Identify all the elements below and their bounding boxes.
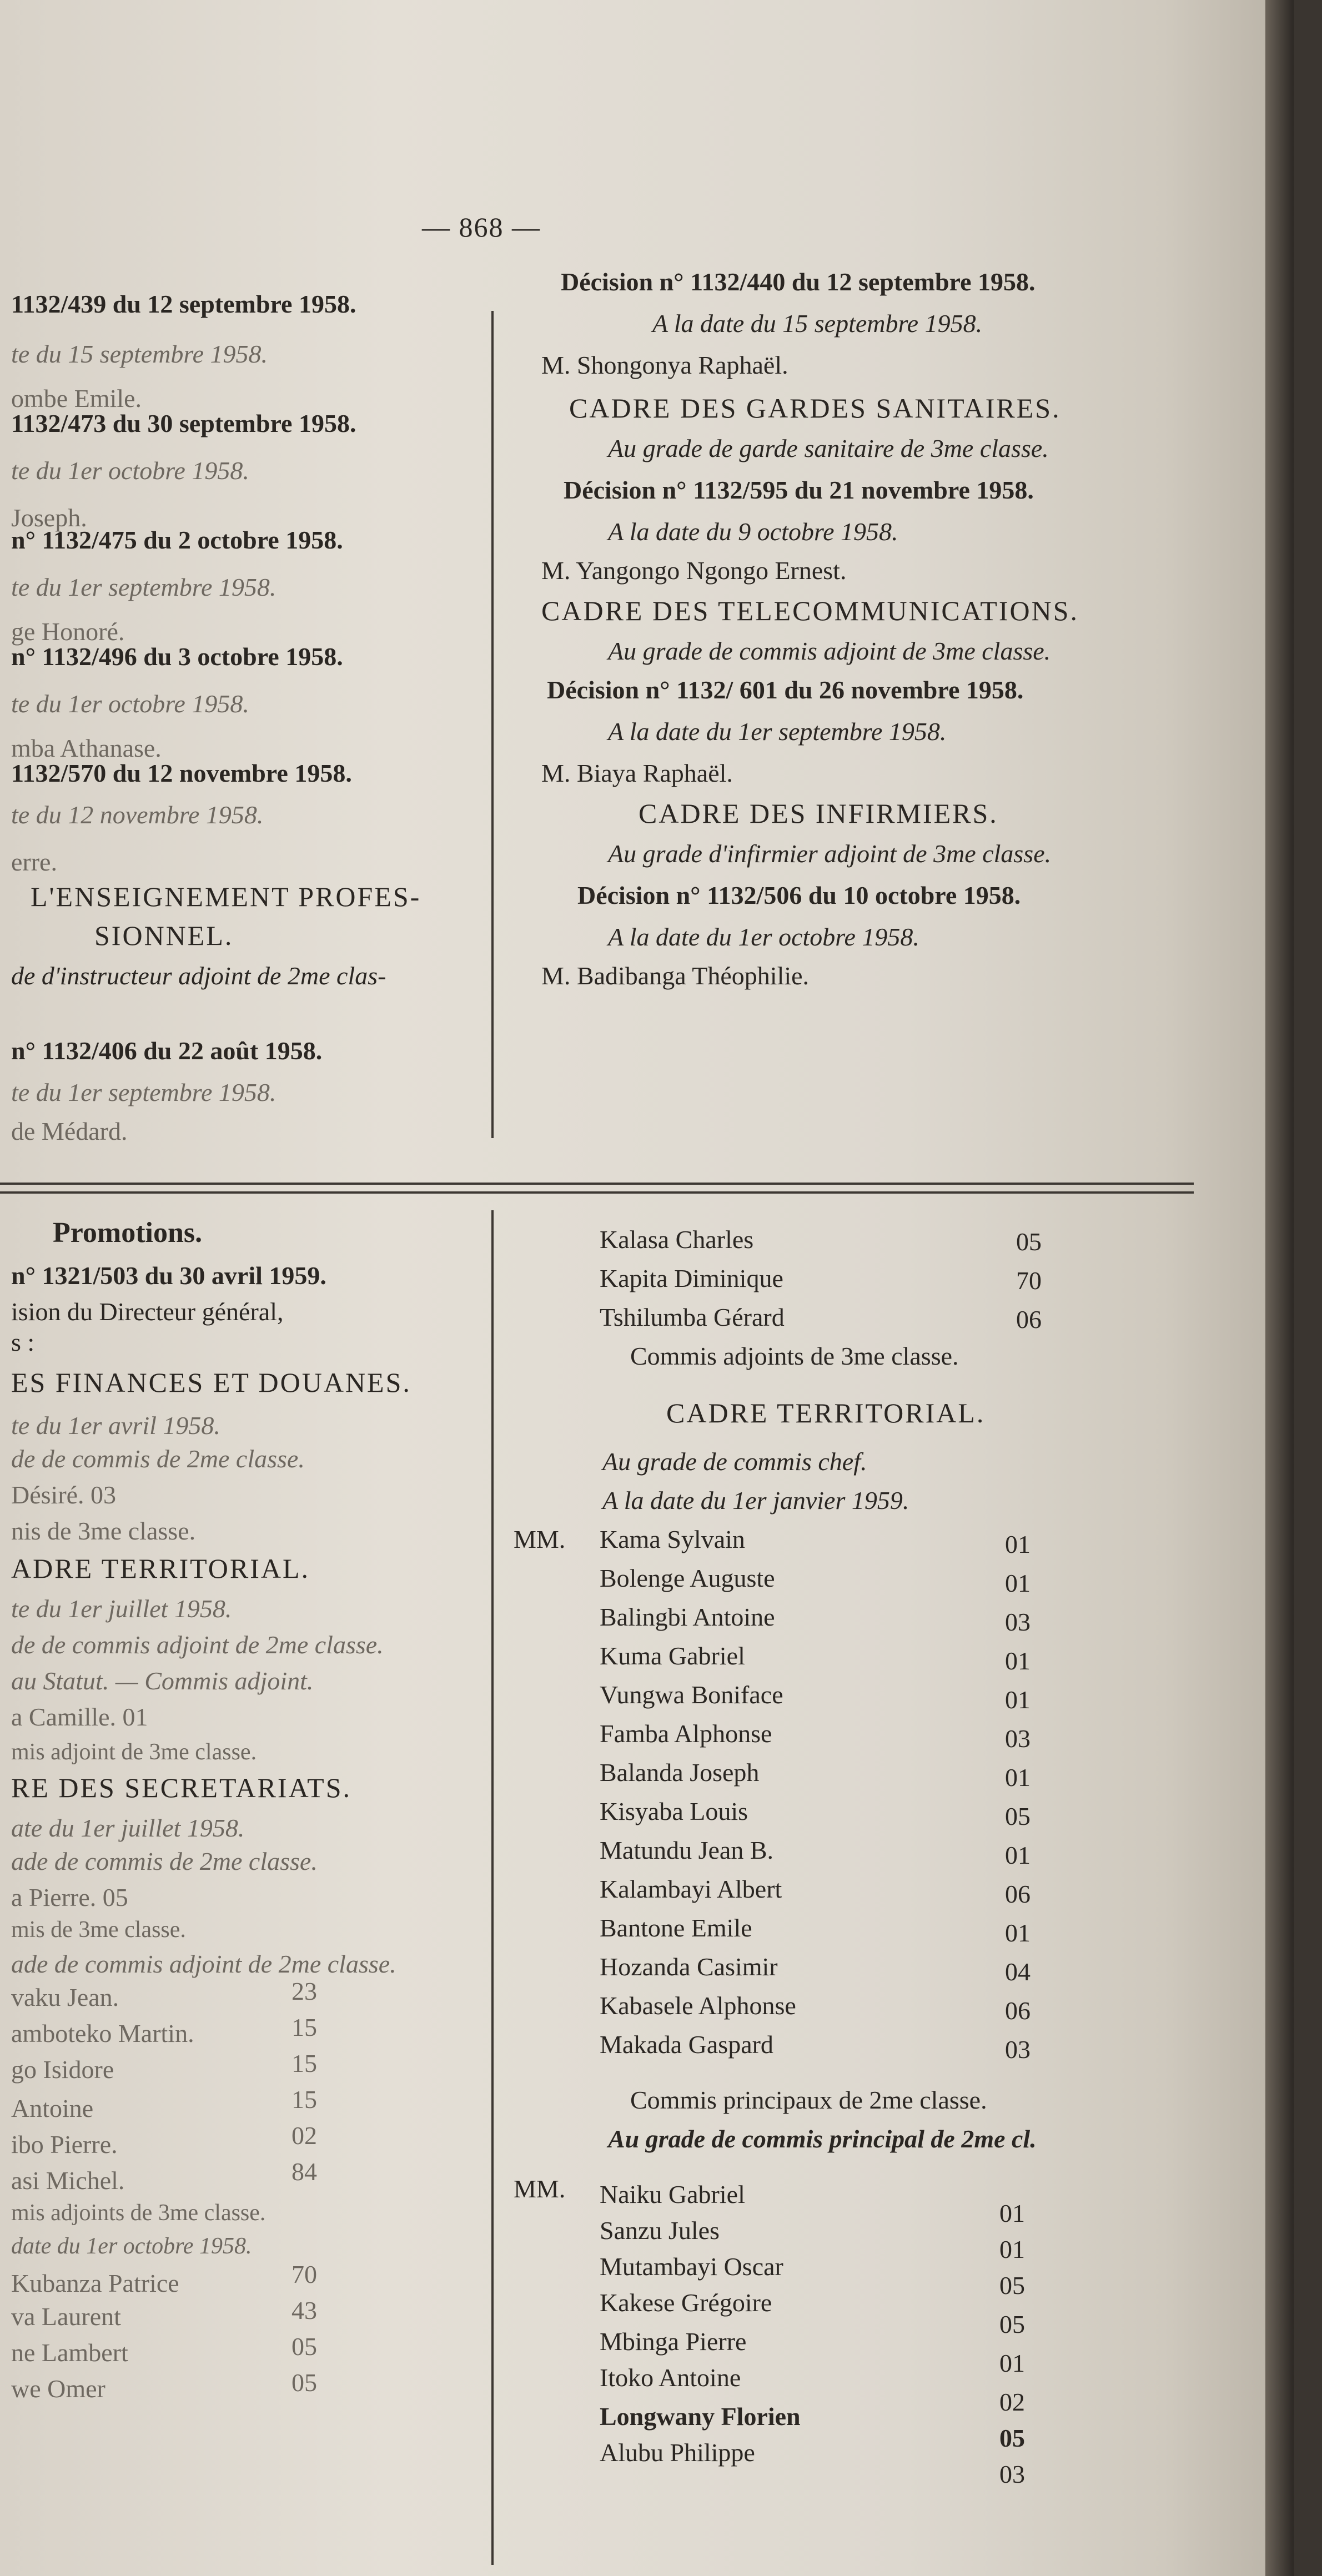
br-row-name: Vungwa Boniface — [600, 1681, 783, 1709]
page-number: — 868 — — [422, 212, 541, 243]
bl-line: mis de 3me classe. — [11, 1917, 186, 1943]
tr-date: A la date du 1er octobre 1958. — [608, 923, 919, 951]
bl-row-name: ibo Pierre. — [11, 2130, 118, 2159]
bl-row-num: 02 — [291, 2121, 317, 2150]
bl-line: te du 1er juillet 1958. — [11, 1594, 232, 1623]
tr-date: A la date du 1er septembre 1958. — [608, 717, 947, 746]
br-row-name: Kakese Grégoire — [600, 2288, 772, 2317]
br-row-num: 01 — [1005, 1569, 1031, 1597]
br-row-name: Naiku Gabriel — [600, 2180, 745, 2208]
bl-line: mis adjoints de 3me classe. — [11, 2200, 266, 2226]
tl-line: Joseph. — [11, 504, 87, 532]
bl-row-name: vaku Jean. — [11, 1983, 119, 2011]
bl-line: te du 1er avril 1958. — [11, 1411, 220, 1440]
br-row-name: Famba Alphonse — [600, 1719, 772, 1748]
tl-line: erre. — [11, 848, 57, 876]
tr-grade: Au grade d'infirmier adjoint de 3me classe. — [608, 839, 1052, 868]
br-row-num: 06 — [1005, 1880, 1031, 1908]
br-row-name: Itoko Antoine — [600, 2363, 741, 2392]
br-row-num: 01 — [1005, 1530, 1031, 1558]
br-row-name: Matundu Jean B. — [600, 1836, 774, 1864]
br-mm-label: MM. — [514, 2175, 566, 2203]
bl-heading: Promotions. — [53, 1217, 203, 1249]
br-row-name: Balanda Joseph — [600, 1758, 760, 1787]
bl-section: ES FINANCES ET DOUANES. — [11, 1367, 411, 1398]
bl-line: a Pierre. 05 — [11, 1883, 128, 1911]
br-row-num: 03 — [1005, 1608, 1031, 1636]
tr-decision: Décision n° 1132/506 du 10 octobre 1958. — [577, 881, 1021, 909]
br-caption: Commis adjoints de 3me classe. — [630, 1342, 959, 1370]
br-date: A la date du 1er janvier 1959. — [602, 1486, 909, 1515]
bl-row-name: Antoine — [11, 2094, 94, 2122]
br-row-name: Alubu Philippe — [600, 2438, 755, 2467]
tr-person: M. Shongonya Raphaël. — [541, 351, 788, 379]
br-row-num: 01 — [1005, 1647, 1031, 1675]
bl-line: a Camille. 01 — [11, 1703, 148, 1731]
tl-line: n° 1132/475 du 2 octobre 1958. — [11, 526, 343, 554]
bl-line: n° 1321/503 du 30 avril 1959. — [11, 1261, 326, 1290]
bl-row-num: 70 — [291, 2260, 317, 2288]
br-row-num: 06 — [1016, 1305, 1042, 1334]
br-row-name: Tshilumba Gérard — [600, 1303, 785, 1331]
tl-line: 1132/570 du 12 novembre 1958. — [11, 759, 352, 787]
br-row-name: Longwany Florien — [600, 2402, 801, 2431]
bl-line: ision du Directeur général, — [11, 1297, 284, 1326]
tr-heading: CADRE DES INFIRMIERS. — [639, 798, 998, 829]
bl-line: ate du 1er juillet 1958. — [11, 1814, 245, 1842]
tl-line: te du 1er octobre 1958. — [11, 456, 249, 485]
tl-line: ombe Emile. — [11, 384, 142, 412]
tr-person: M. Badibanga Théophilie. — [541, 962, 810, 990]
tl-line: n° 1132/406 du 22 août 1958. — [11, 1037, 323, 1065]
br-row-name: Hozanda Casimir — [600, 1953, 778, 1981]
tl-line: de Médard. — [11, 1117, 128, 1145]
br-row-num: 01 — [1005, 1919, 1031, 1947]
tr-date: A la date du 9 octobre 1958. — [608, 517, 898, 546]
bl-row-num: 15 — [291, 2013, 317, 2041]
br-row-name: Mbinga Pierre — [600, 2327, 747, 2356]
bl-row-num: 05 — [291, 2368, 317, 2397]
tl-line: mba Athanase. — [11, 734, 162, 762]
br-row-num: 02 — [999, 2388, 1025, 2416]
br-row-name: Kalasa Charles — [600, 1225, 754, 1254]
bl-section: RE DES SECRETARIATS. — [11, 1772, 352, 1803]
bl-row-num: 15 — [291, 2049, 317, 2077]
section-divider — [0, 1183, 1194, 1185]
tl-line: te du 1er septembre 1958. — [11, 1078, 277, 1106]
bl-row-num: 84 — [291, 2157, 317, 2186]
br-grade: Au grade de commis chef. — [602, 1447, 867, 1476]
tl-line: n° 1132/496 du 3 octobre 1958. — [11, 642, 343, 671]
bl-row-name: we Omer — [11, 2374, 105, 2403]
tr-decision: Décision n° 1132/595 du 21 novembre 1958. — [564, 476, 1034, 504]
tl-heading: SIONNEL. — [94, 920, 234, 951]
br-row-name: Kisyaba Louis — [600, 1797, 748, 1825]
br-row-num: 01 — [999, 2235, 1025, 2263]
column-rule-top — [491, 311, 494, 1138]
br-row-num: 01 — [999, 2349, 1025, 2377]
bl-row-name: amboteko Martin. — [11, 2019, 194, 2047]
tl-line: te du 15 septembre 1958. — [11, 340, 268, 368]
bl-line: de de commis de 2me classe. — [11, 1445, 305, 1473]
tl-line: te du 12 novembre 1958. — [11, 801, 264, 829]
book-spine — [1265, 0, 1294, 2576]
bl-line: au Statut. — Commis adjoint. — [11, 1667, 314, 1695]
bl-row-name: Kubanza Patrice — [11, 2269, 179, 2297]
tr-grade: Au grade de commis adjoint de 3me classe. — [608, 637, 1051, 665]
bl-row-num: 43 — [291, 2296, 317, 2325]
br-row-num: 05 — [999, 2271, 1025, 2300]
br-row-num: 06 — [1005, 1996, 1031, 2025]
bl-row-num: 15 — [291, 2085, 317, 2114]
tr-decision: Décision n° 1132/ 601 du 26 novembre 1958. — [547, 676, 1024, 704]
br-section: CADRE TERRITORIAL. — [666, 1397, 986, 1428]
br-row-name: Kama Sylvain — [600, 1525, 745, 1553]
br-row-num: 05 — [1005, 1802, 1031, 1830]
br-row-num: 03 — [999, 2460, 1025, 2488]
bl-line: Désiré. 03 — [11, 1481, 117, 1509]
br-row-num: 05 — [999, 2424, 1025, 2452]
br-row-num: 03 — [1005, 2035, 1031, 2064]
section-divider-2 — [0, 1191, 1194, 1194]
bl-row-name: va Laurent — [11, 2302, 121, 2331]
tl-line: ge Honoré. — [11, 617, 125, 646]
tl-heading: L'ENSEIGNEMENT PROFES- — [31, 881, 421, 912]
br-row-num: 04 — [1005, 1958, 1031, 1986]
tl-line: 1132/473 du 30 septembre 1958. — [11, 409, 356, 437]
br-row-name: Kuma Gabriel — [600, 1642, 745, 1670]
br-row-name: Kabasele Alphonse — [600, 1991, 796, 2020]
br-row-num: 01 — [1005, 1686, 1031, 1714]
bl-section: ADRE TERRITORIAL. — [11, 1553, 310, 1584]
br-row-name: Kalambayi Albert — [600, 1875, 782, 1903]
br-grade: Au grade de commis principal de 2me cl. — [608, 2125, 1037, 2153]
tr-heading: CADRE DES GARDES SANITAIRES. — [569, 393, 1061, 424]
tl-line: 1132/439 du 12 septembre 1958. — [11, 290, 356, 318]
br-row-name: Kapita Diminique — [600, 1264, 783, 1292]
tr-heading: CADRE DES TELECOMMUNICATIONS. — [541, 595, 1079, 626]
br-caption: Commis principaux de 2me classe. — [630, 2086, 987, 2114]
br-row-name: Balingbi Antoine — [600, 1603, 775, 1631]
br-row-num: 05 — [999, 2310, 1025, 2338]
br-row-name: Bolenge Auguste — [600, 1564, 775, 1592]
bl-row-name: ne Lambert — [11, 2338, 128, 2367]
br-row-num: 01 — [999, 2199, 1025, 2227]
tr-decision: Décision n° 1132/440 du 12 septembre 1958. — [561, 268, 1036, 296]
bl-line: date du 1er octobre 1958. — [11, 2233, 252, 2259]
bl-line: ade de commis de 2me classe. — [11, 1847, 318, 1875]
br-row-num: 05 — [1016, 1227, 1042, 1256]
tl-line: te du 1er septembre 1958. — [11, 573, 277, 601]
bl-line: mis adjoint de 3me classe. — [11, 1739, 257, 1765]
tl-line: te du 1er octobre 1958. — [11, 690, 249, 718]
bl-line: ade de commis adjoint de 2me classe. — [11, 1950, 396, 1978]
br-row-num: 01 — [1005, 1841, 1031, 1869]
bl-row-num: 23 — [291, 1977, 317, 2005]
bl-row-name: go Isidore — [11, 2055, 114, 2084]
bl-row-num: 05 — [291, 2332, 317, 2361]
column-rule-bottom — [491, 1210, 494, 2565]
br-row-num: 03 — [1005, 1724, 1031, 1753]
tr-person: M. Biaya Raphaël. — [541, 759, 733, 787]
bl-line: s : — [11, 1328, 35, 1356]
br-row-name: Sanzu Jules — [600, 2216, 720, 2245]
br-row-num: 70 — [1016, 1266, 1042, 1295]
tr-grade: Au grade de garde sanitaire de 3me classe. — [608, 434, 1049, 462]
bl-row-name: asi Michel. — [11, 2166, 125, 2195]
tr-person: M. Yangongo Ngongo Ernest. — [541, 556, 847, 585]
tr-date: A la date du 15 septembre 1958. — [652, 309, 983, 338]
br-mm-label: MM. — [514, 1525, 566, 1553]
br-row-name: Mutambayi Oscar — [600, 2252, 783, 2281]
bl-line: de de commis adjoint de 2me classe. — [11, 1631, 384, 1659]
br-row-num: 01 — [1005, 1763, 1031, 1792]
bl-line: nis de 3me classe. — [11, 1517, 196, 1545]
br-row-name: Makada Gaspard — [600, 2030, 773, 2059]
tl-line: de d'instructeur adjoint de 2me clas- — [11, 962, 386, 990]
br-row-name: Bantone Emile — [600, 1914, 752, 1942]
